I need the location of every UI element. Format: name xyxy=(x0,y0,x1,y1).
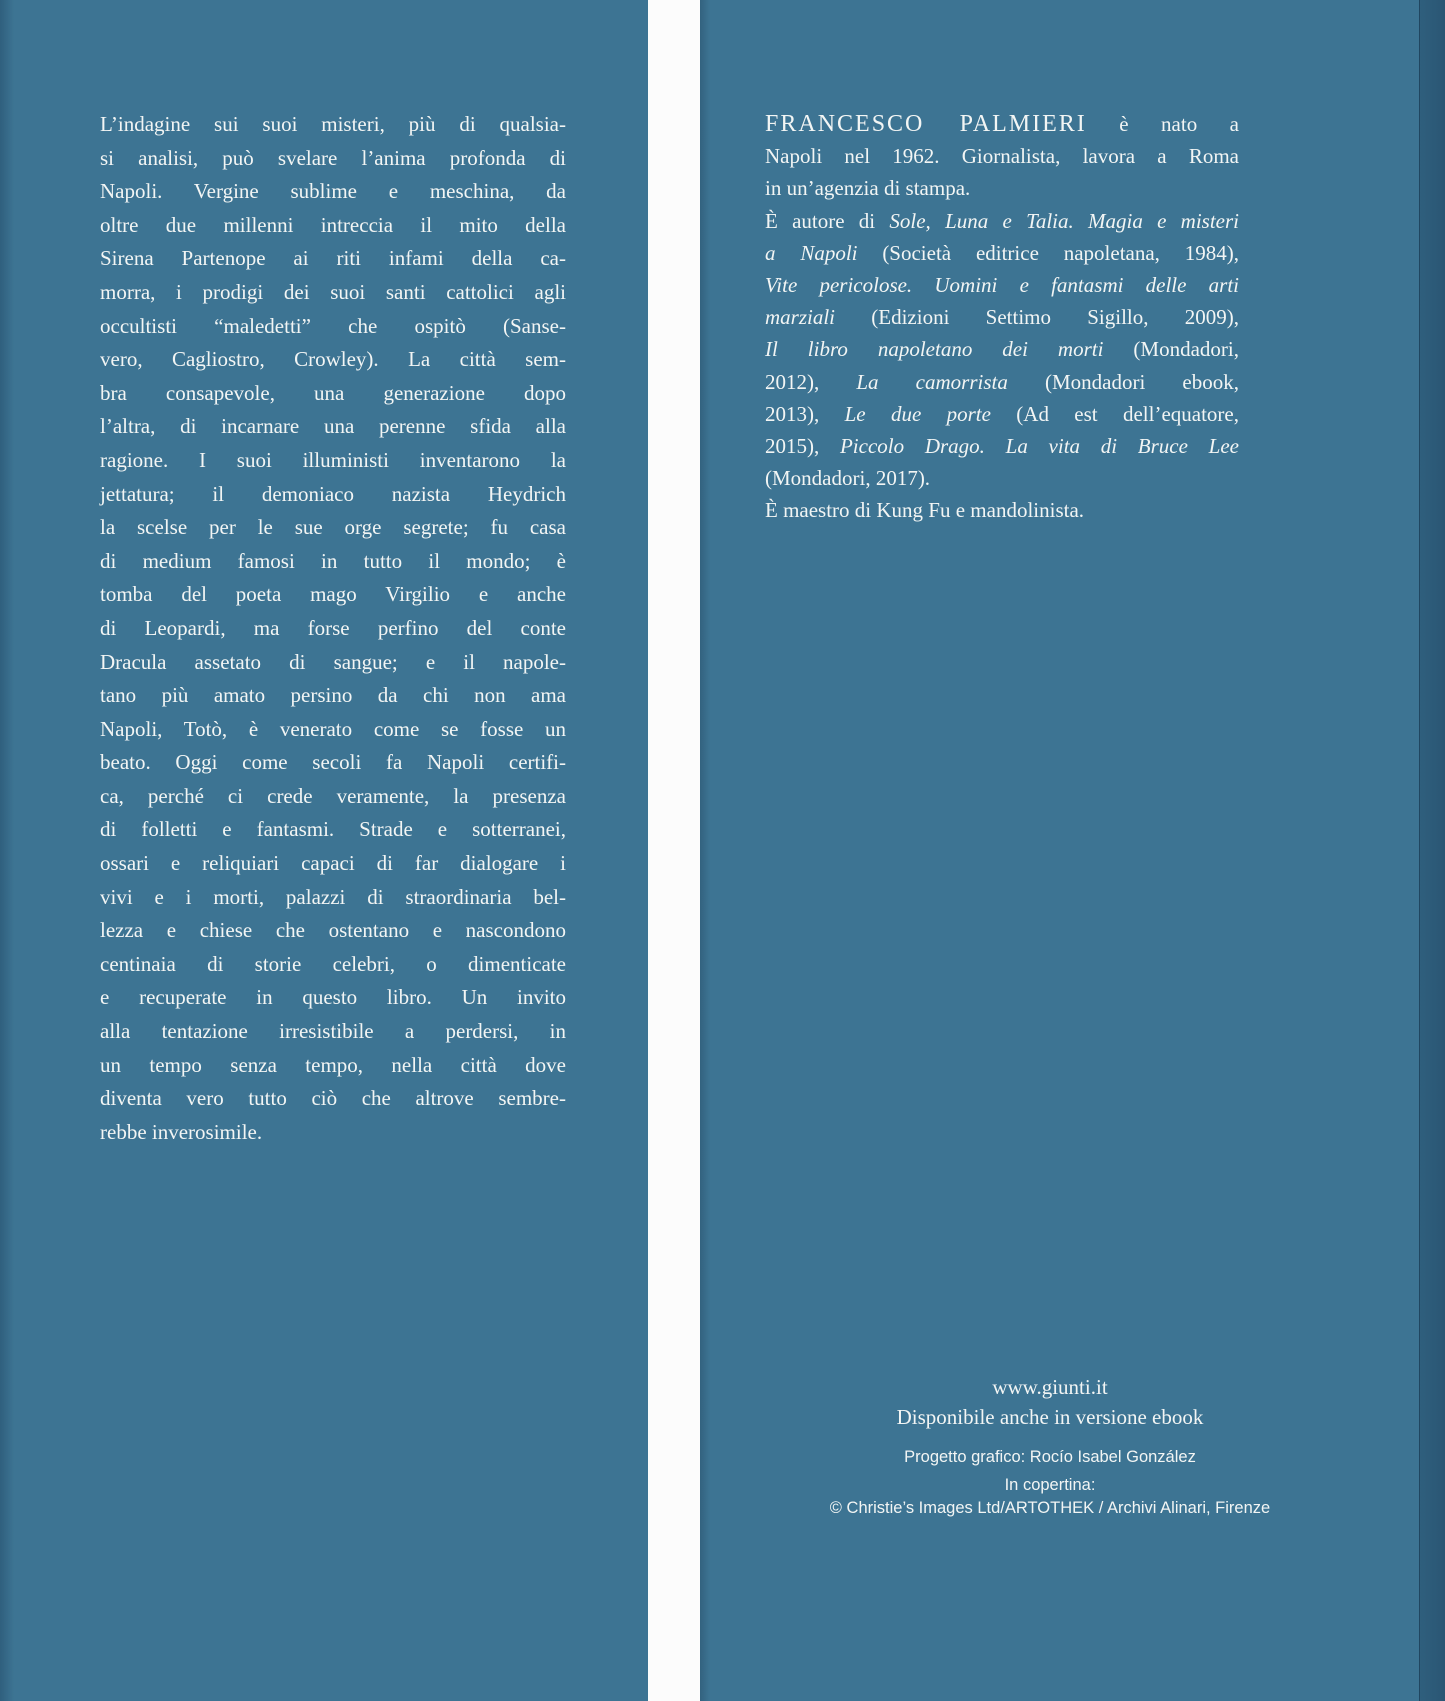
left-flap-line: vero, Cagliostro, Crowley). La città sem- xyxy=(100,347,566,372)
design-credit: Progetto grafico: Rocío Isabel González xyxy=(904,1448,1196,1466)
left-flap-line: bra consapevole, una generazione dopo xyxy=(100,380,566,405)
bio-text-segment: Il libro napoletano dei morti xyxy=(765,337,1104,362)
bio-text-segment: (Mondadori ebook, xyxy=(1007,369,1239,394)
right-flap-line xyxy=(765,430,1239,462)
bio-text-segment: Vite pericolose. Uomini e fantasmi delle arti xyxy=(765,273,1239,298)
left-flap-line: centinaia di storie celebri, o dimenticate xyxy=(100,951,566,976)
bio-text-segment: 2015), xyxy=(765,434,840,459)
right-flap-line xyxy=(765,108,1239,140)
left-flap-fold-shadow xyxy=(0,0,14,1701)
publisher-website: www.giunti.it xyxy=(992,1375,1108,1399)
left-flap-line: l’altra, di incarnare una perenne sfida alla xyxy=(100,414,566,439)
bio-text-segment: marziali xyxy=(765,305,836,330)
left-flap-line: jettatura; il demoniaco nazista Heydrich xyxy=(100,481,566,506)
bio-text-segment: È maestro di Kung Fu e mandolinista. xyxy=(765,498,1085,523)
left-flap-line: ragione. I suoi illuministi inventarono la xyxy=(100,447,566,472)
right-flap-line xyxy=(765,301,1239,333)
right-flap-line xyxy=(765,237,1239,269)
right-flap-line xyxy=(765,172,1239,204)
left-flap-text xyxy=(100,108,566,1149)
bio-text-segment: (Mondadori, xyxy=(1103,337,1239,362)
left-flap-line: diventa vero tutto ciò che altrove sembre- xyxy=(100,1086,566,1111)
left-flap-line: occultisti “maledetti” che ospitò (Sanse- xyxy=(100,313,566,338)
right-flap-line xyxy=(765,398,1239,430)
bio-text-segment: (Mondadori, 2017). xyxy=(765,466,931,491)
right-flap-fold-shadow xyxy=(1419,0,1445,1701)
left-flap-line: Dracula assetato di sangue; e il napole- xyxy=(100,649,566,674)
right-flap-line xyxy=(765,205,1239,237)
left-flap-line: vivi e i morti, palazzi di straordinaria bel- xyxy=(100,884,566,909)
bio-text-segment: 2013), xyxy=(765,401,845,426)
left-flap-line: ossari e reliquiari capaci di far dialogare i xyxy=(100,851,566,876)
left-flap-line: di folletti e fantasmi. Strade e sotterranei, xyxy=(100,817,566,842)
bio-text-segment: Napoli nel 1962. Giornalista, lavora a Roma xyxy=(765,144,1239,169)
left-flap-line: rebbe inverosimile. xyxy=(100,1119,263,1144)
bio-text-segment: (Ad est dell’equatore, xyxy=(990,401,1239,426)
ebook-availability-note: Disponibile anche in versione ebook xyxy=(896,1405,1204,1429)
bio-text-segment: La camorrista xyxy=(856,369,1008,394)
bio-text-segment: (Edizioni Settimo Sigillo, 2009), xyxy=(835,305,1239,330)
right-flap-line xyxy=(765,333,1239,365)
right-flap-line xyxy=(765,140,1239,172)
bio-text-segment: Le due porte xyxy=(844,401,991,426)
left-flap-line: si analisi, può svelare l’anima profonda di xyxy=(100,145,566,170)
flap-footer xyxy=(720,1372,1380,1520)
left-flap-line: e recuperate in questo libro. Un invito xyxy=(100,985,566,1010)
left-flap-line: alla tentazione irresistibile a perdersi, in xyxy=(100,1019,566,1044)
left-flap-line: di medium famosi in tutto il mondo; è xyxy=(100,548,566,573)
left-flap-line: Napoli, Totò, è venerato come se fosse un xyxy=(100,716,566,741)
left-flap-line: oltre due millenni intreccia il mito della xyxy=(100,212,566,237)
right-flap-line xyxy=(765,269,1239,301)
left-flap-line: morra, i prodigi dei suoi santi cattolici agli xyxy=(100,279,566,304)
author-name: FRANCESCO PALMIERI xyxy=(765,111,1087,137)
left-flap-line: di Leopardi, ma forse perfino del conte xyxy=(100,615,566,640)
left-flap-line: la scelse per le sue orge segrete; fu casa xyxy=(100,515,566,540)
bio-text-segment: È autore di xyxy=(765,208,890,233)
right-flap-line xyxy=(765,462,1239,494)
left-flap-line: un tempo senza tempo, nella città dove xyxy=(100,1052,566,1077)
bio-text-segment: Sole, Luna e Talia. Magia e misteri xyxy=(889,208,1239,233)
bio-text-segment: Piccolo Drago. La vita di Bruce Lee xyxy=(839,434,1239,459)
left-flap xyxy=(0,0,648,1701)
left-flap-line: tano più amato persino da chi non ama xyxy=(100,683,566,708)
cover-credit: © Christie’s Images Ltd/ARTOTHEK / Archivi Alinari, Firenze xyxy=(829,1499,1271,1517)
right-flap-line xyxy=(765,366,1239,398)
left-flap-line: lezza e chiese che ostentano e nascondono xyxy=(100,918,566,943)
right-flap xyxy=(700,0,1445,1701)
left-flap-line: ca, perché ci crede veramente, la presenza xyxy=(100,783,566,808)
bio-text-segment: 2012), xyxy=(765,369,857,394)
left-flap-line: beato. Oggi come secoli fa Napoli certifi- xyxy=(100,750,566,775)
left-flap-line: L’indagine sui suoi misteri, più di qualsia- xyxy=(100,112,566,136)
bio-text-segment: è nato a xyxy=(1086,112,1239,136)
bio-text-segment: (Società editrice napoletana, 1984), xyxy=(857,240,1239,265)
right-flap-text xyxy=(765,108,1239,527)
left-flap-line: Sirena Partenope ai riti infami della ca- xyxy=(100,246,566,271)
bio-text-segment: in un’agenzia di stampa. xyxy=(765,176,971,201)
right-flap-inner-shadow xyxy=(700,0,710,1701)
left-flap-line: tomba del poeta mago Virgilio e anche xyxy=(100,582,566,607)
left-flap-line: Napoli. Vergine sublime e meschina, da xyxy=(100,179,566,204)
bio-text-segment: a Napoli xyxy=(765,240,858,265)
right-flap-line xyxy=(765,494,1239,526)
cover-credit-label: In copertina: xyxy=(1004,1476,1096,1494)
